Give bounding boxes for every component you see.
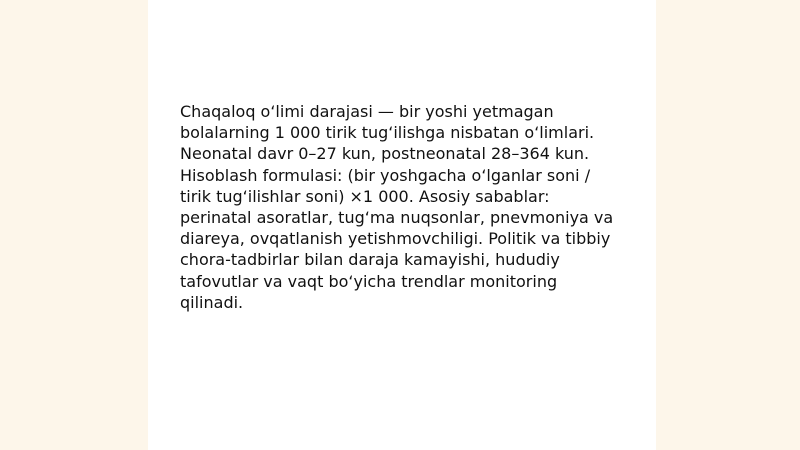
paragraph-line: perinatal asoratlar, tug‘ma nuqsonlar, pnevmoniya va	[180, 208, 614, 228]
paragraph-line: tafovutlar va vaqt bo‘yicha trendlar monitoring	[180, 271, 558, 291]
paragraph-line: qilinadi.	[180, 292, 244, 312]
paragraph-line: tirik tug‘ilishlar soni) ×1 000. Asosiy sabablar:	[180, 186, 550, 206]
paragraph-line: Hisoblash formulasi: (bir yoshgacha o‘lganlar soni /	[180, 165, 591, 185]
body-paragraph	[180, 101, 630, 313]
paragraph-line: Chaqaloq o‘limi darajasi — bir yoshi yetmagan	[180, 102, 554, 121]
paragraph-line: bolalarning 1 000 tirik tug‘ilishga nisbatan o‘limlari.	[180, 123, 595, 143]
paragraph-line: Neonatal davr 0–27 kun, postneonatal 28–364 kun.	[180, 144, 590, 164]
document-page	[148, 0, 656, 450]
paragraph-line: chora-tadbirlar bilan daraja kamayishi, hududiy	[180, 250, 560, 270]
paragraph-line: diareya, ovqatlanish yetishmovchiligi. Politik va tibbiy	[180, 229, 611, 249]
